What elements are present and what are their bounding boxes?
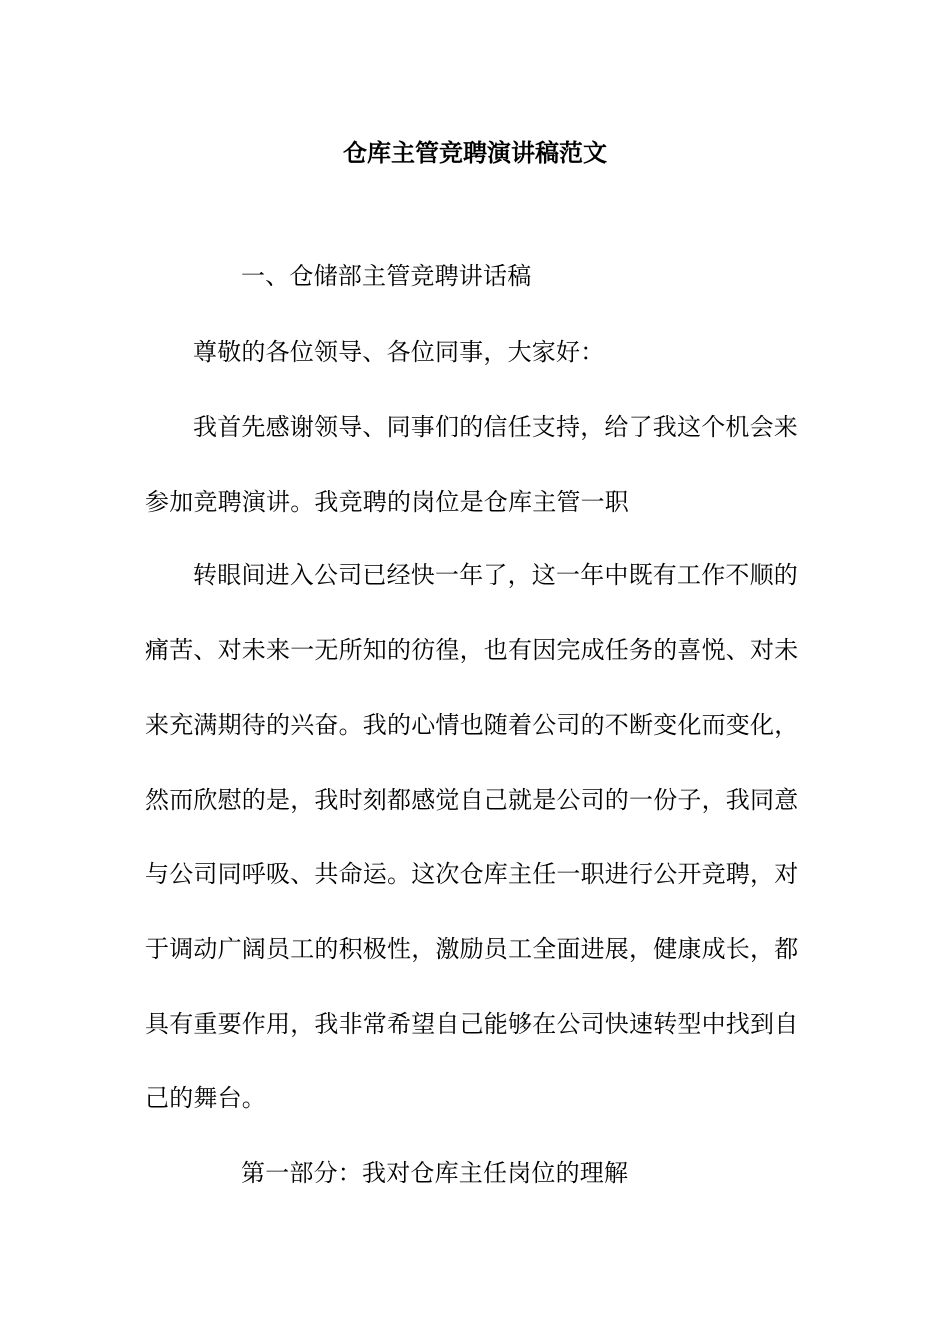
paragraph1-line-2: 参加竞聘演讲。我竞聘的岗位是仓库主管一职 [145,488,629,516]
paragraph2-line-8: 己的舞台。 [145,1084,266,1112]
document-title: 仓库主管竞聘演讲稿范文 [343,138,607,167]
section-heading: 一、仓储部主管竞聘讲话稿 [241,262,532,290]
part-heading: 第一部分：我对仓库主任岗位的理解 [241,1159,629,1187]
paragraph2-line-5: 与公司同呼吸、共命运。这次仓库主任一职进行公开竞聘，对 [145,860,799,888]
paragraph2-line-4: 然而欣慰的是，我时刻都感觉自己就是公司的一份子，我同意 [145,786,799,814]
greeting-line: 尊敬的各位领导、各位同事，大家好： [193,338,605,366]
paragraph2-line-7: 具有重要作用，我非常希望自己能够在公司快速转型中找到自 [145,1010,799,1038]
paragraph2-line-2: 痛苦、对未来一无所知的彷徨，也有因完成任务的喜悦、对未 [145,636,799,664]
paragraph2-line-6: 于调动广阔员工的积极性，激励员工全面进展，健康成长，都 [145,935,799,963]
paragraph2-line-1: 转眼间进入公司已经快一年了，这一年中既有工作不顺的 [193,561,798,589]
paragraph1-line-1: 我首先感谢领导、同事们的信任支持，给了我这个机会来 [193,413,798,441]
paragraph2-line-3: 来充满期待的兴奋。我的心情也随着公司的不断变化而变化， [145,711,799,739]
